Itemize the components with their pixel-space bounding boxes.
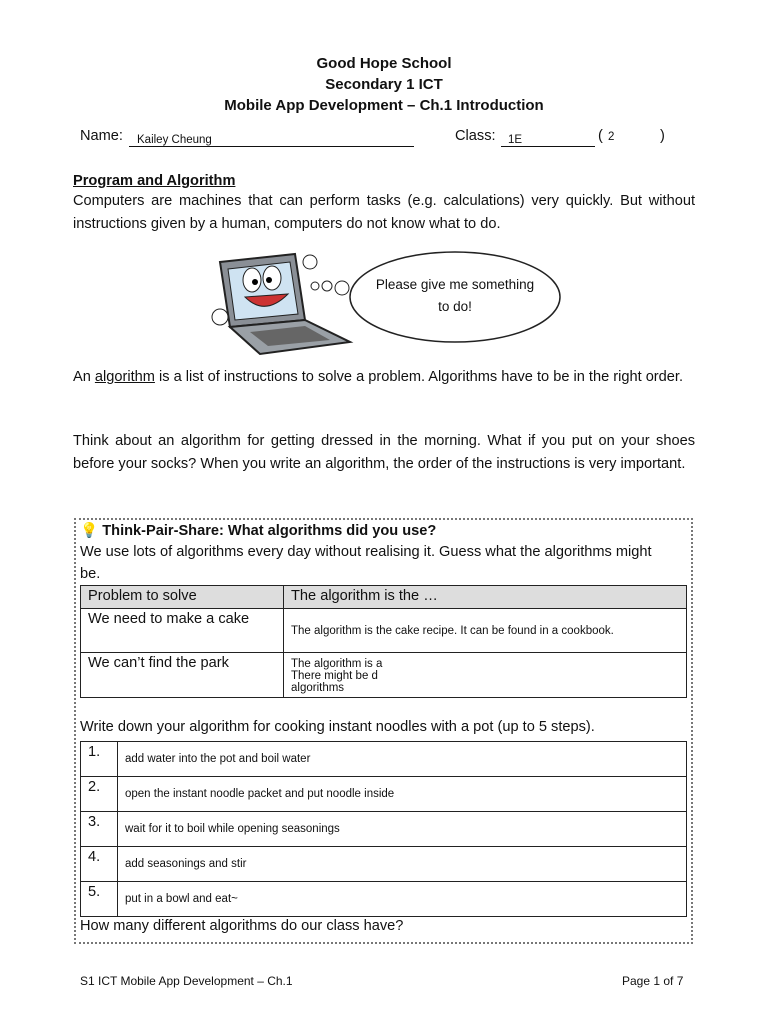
class-line <box>501 131 595 147</box>
footer-course: S1 ICT Mobile App Development – Ch.1 <box>80 974 293 988</box>
column-header: Problem to solve <box>81 586 284 609</box>
algorithm-guess-table <box>80 585 687 698</box>
step-number: 3. <box>81 812 118 847</box>
step-row <box>81 882 687 917</box>
class-field: Class: 1E ( 2 ) <box>455 128 665 146</box>
step-text[interactable]: add seasonings and stir <box>118 847 687 882</box>
algorithm-definition <box>73 366 695 389</box>
activity-title-text: Think-Pair-Share: What algorithms did you use? <box>102 523 437 539</box>
name-value: Kailey Cheung <box>137 134 212 146</box>
problem-cell: We need to make a cake <box>81 609 284 653</box>
algorithm-term: algorithm <box>94 369 155 385</box>
speech-text: Please give me something to do! <box>375 277 535 314</box>
step-number: 2. <box>81 777 118 812</box>
laptop-icon <box>212 254 350 354</box>
intro-paragraph: Computers are machines that can perform tasks (e.g. calculations) very quickly. But without instructions given by a human, computers do not know what to do. <box>73 193 695 232</box>
step-row <box>81 777 687 812</box>
class-number: 2 <box>608 131 615 143</box>
class-value: 1E <box>508 134 523 146</box>
problem-cell: We can’t find the park <box>81 653 284 698</box>
page-number: Page 1 of 7 <box>622 974 684 988</box>
noodle-steps-table <box>80 741 687 917</box>
step-row <box>81 812 687 847</box>
school-name: Good Hope School <box>316 55 452 72</box>
step-number: 4. <box>81 847 118 882</box>
step-text[interactable]: put in a bowl and eat~ <box>118 882 687 917</box>
step-row <box>81 847 687 882</box>
step-number: 5. <box>81 882 118 917</box>
class-label: Class: <box>455 128 496 144</box>
class-question: How many different algorithms do our class have? <box>80 918 404 934</box>
laptop-illustration <box>200 242 565 360</box>
name-label: Name: <box>80 128 123 144</box>
activity-title <box>80 521 436 539</box>
definition-pre: An <box>73 369 95 385</box>
course-level: Secondary 1 ICT <box>325 76 443 93</box>
lightbulb-icon: 💡 <box>80 523 99 539</box>
answer-cell[interactable]: The algorithm is the cake recipe. It can be found in a cookbook. <box>284 609 687 653</box>
answer-cell[interactable]: The algorithm is a There might be d algorithms <box>284 653 687 698</box>
name-field <box>80 128 212 146</box>
dressing-paragraph: Think about an algorithm for getting dressed in the morning. What if you put on your shoes before your socks? When you write an algorithm, the order of the instructions is very important. <box>73 433 695 472</box>
definition-post: is a list of instructions to solve a problem. Algorithms have to be in the right order. <box>154 369 684 385</box>
noodle-prompt: Write down your algorithm for cooking instant noodles with a pot (up to 5 steps). <box>80 719 595 735</box>
column-header: The algorithm is the … <box>284 586 687 609</box>
activity-intro: We use lots of algorithms every day without realising it. Guess what the algorithms might be. <box>80 544 652 582</box>
name-line <box>129 131 414 147</box>
step-text[interactable]: open the instant noodle packet and put noodle inside <box>118 777 687 812</box>
step-row <box>81 742 687 777</box>
section-heading: Program and Algorithm <box>73 173 236 189</box>
table-row <box>81 653 687 698</box>
table-row <box>81 609 687 653</box>
step-number: 1. <box>81 742 118 777</box>
step-text[interactable]: add water into the pot and boil water <box>118 742 687 777</box>
step-text[interactable]: wait for it to boil while opening seasonings <box>118 812 687 847</box>
page-title: Mobile App Development – Ch.1 Introduction <box>224 97 544 114</box>
